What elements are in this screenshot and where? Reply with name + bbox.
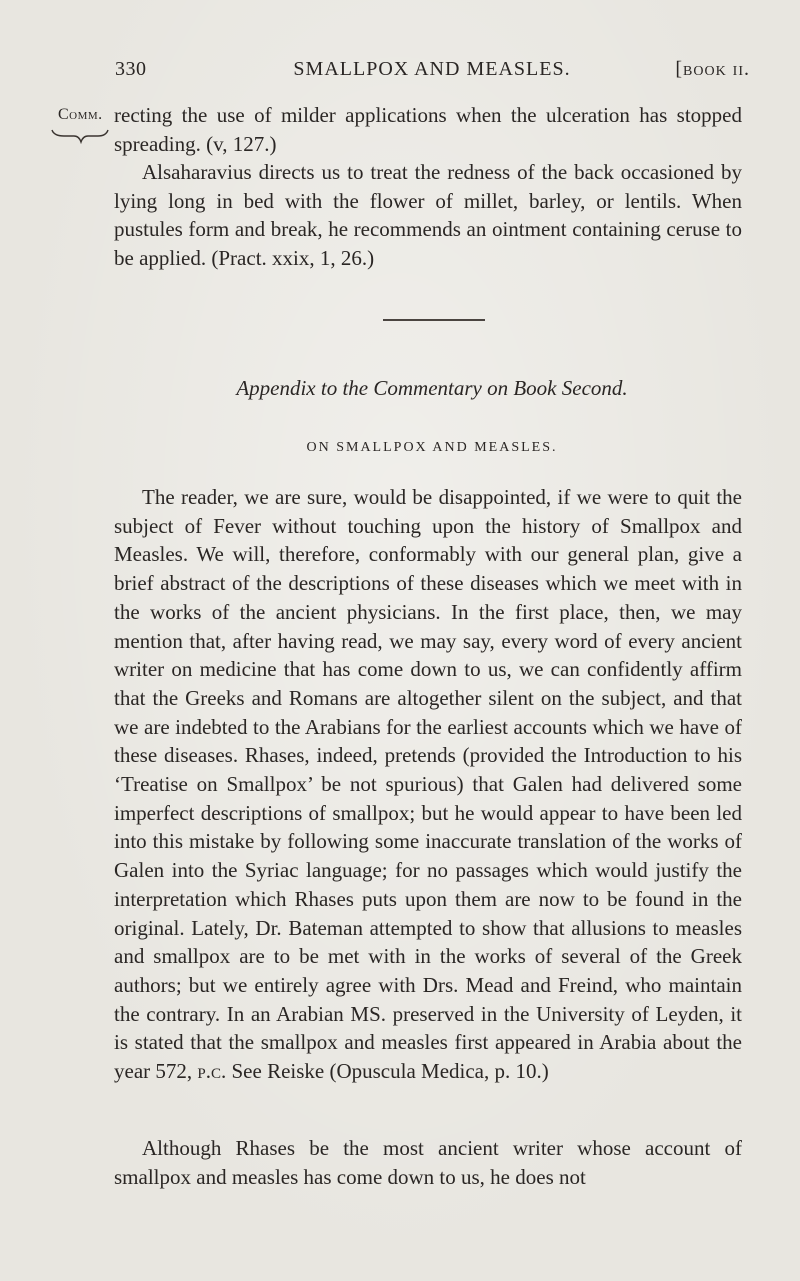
page-number: 330 bbox=[115, 58, 147, 80]
paragraph-reader-citation: See Reiske (Opuscula Medica, p. 10.) bbox=[226, 1059, 549, 1084]
paragraph-rhases: Although Rhases be the most ancient writer whose account of smallpox and measles has come down to us, he does not bbox=[114, 1136, 742, 1189]
era-abbreviation: p.c. bbox=[197, 1059, 227, 1084]
margin-note: Comm. bbox=[58, 106, 103, 123]
brace-icon bbox=[50, 128, 110, 144]
section-divider bbox=[383, 319, 485, 321]
paragraph-continuation: recting the use of milder applications when the ulceration has stopped spreading. (v, 127.) bbox=[114, 103, 742, 156]
book-marker: [book ii. bbox=[675, 58, 750, 80]
appendix-title: Appendix to the Commentary on Book Second. bbox=[236, 376, 628, 400]
paragraph-reader-text: The reader, we are sure, would be disappointed, if we were to quit the subject of Fever without touching upon the history of Smallpox and Measles. We will, therefore, conformably with our general plan, give a brief abstract of the descriptions of these diseases which we meet with in the works of the ancient physicians. In the first place, then, we may mention that, after having read, we may say, every word of every ancient writer on medicine that has come down to us, we can confidently affirm that the Greeks and Romans are altogether silent on the subject, and that we are indebted to the Arabians for the earliest accounts which we have of these diseases. Rhases, indeed, pretends (provided the Introduction to his ‘Treatise on Smallpox’ be not spurious) that Galen had delivered some imperfect descriptions of smallpox; but he would appear to have been led into this mistake by following some inaccurate translation of the works of Galen into the Syriac language; for no passages which would justify the interpretation which Rhases puts upon them are now to be found in the original. Lately, Dr. Bateman attempted to show that allusions to measles and smallpox are to be met with in the works of several of the Greek authors; but we entirely agree with Drs. Mead and Freind, who maintain the contrary. In an Arabian MS. preserved in the University of Leyden, it is stated that the smallpox and measles first appeared in Arabia about the year 572, bbox=[114, 485, 742, 1084]
paragraph-alsaharavius: Alsaharavius directs us to treat the redness of the back occasioned by lying long in bed with the flower of millet, barley, or lentils. When pustules form and break, he recommends an ointment containing ceruse to be applied. (Pract. xxix, 1, 26.) bbox=[114, 160, 742, 271]
section-heading: ON SMALLPOX AND MEASLES. bbox=[306, 440, 558, 455]
running-title: SMALLPOX AND MEASLES. bbox=[293, 58, 571, 80]
paragraph-reader bbox=[114, 483, 742, 1086]
running-header bbox=[112, 58, 752, 86]
